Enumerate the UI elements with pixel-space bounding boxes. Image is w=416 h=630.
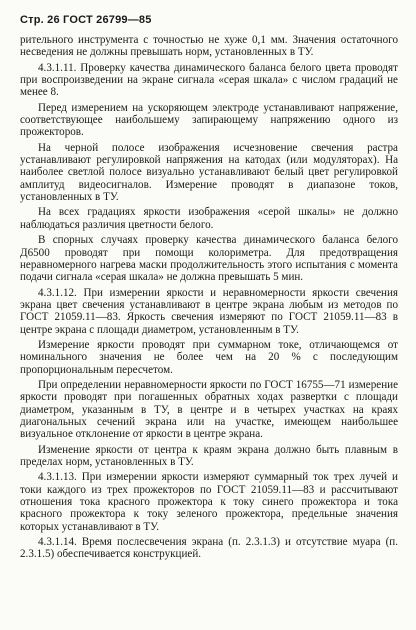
paragraph-8: При определении неравномерности яркости по ГОСТ 16755—71 измерение яркости проводят при погашенных обратных ходах развертки с площади диаметром, указанным в ТУ, в центре и в четырех участках на краях диагональных сечений экрана или на участке, имеющем наибольшее визуальное отклонение от яркости в центре экрана.: [20, 378, 398, 441]
paragraph-4-3-1-12: 4.3.1.12. При измерении яркости и неравномерности яркости свечения экрана цвет свечения устанавливают в центре экрана любым из методов по ГОСТ 21059.11—83. Яркость свечения измеряют по ГОСТ 21059.11—83 в центре экрана с площади диаметром, установленным в ТУ.: [20, 286, 398, 336]
paragraph-7: Измерение яркости проводят при суммарном токе, отличающемся от номинального значения не более чем на 20 % с последующим пропорциональным пересчетом.: [20, 338, 398, 376]
page-header: Стр. 26 ГОСТ 26799—85: [20, 14, 152, 26]
paragraph-4-3-1-13: 4.3.1.13. При измерении яркости измеряют суммарный ток трех лучей и токи каждого из трех прожекторов по ГОСТ 21059.11—83 и рассчитывают отношения тока красного прожектора к току синего прожектора и тока красного прожектора к току зеленого прожектора, предельные значения которых устанавливают в ТУ.: [20, 471, 398, 533]
paragraph-4-3-1-14: 4.3.1.14. Время послесвечения экрана (п. 2.3.1.3) и отсутствие муара (п. 2.3.1.5) обеспечивается конструкцией.: [20, 536, 398, 561]
paragraph-0: рительного инструмента с точностью не хуже 0,1 мм. Значения остаточного несведения не должны превышать норм, установленных в ТУ.: [20, 34, 398, 59]
paragraph-4: На всех градациях яркости изображения «серой шкалы» не должно наблюдаться различия цветности белого.: [20, 206, 398, 231]
paragraph-4-3-1-11: 4.3.1.11. Проверку качества динамического баланса белого цвета проводят при воспроизведении на экране сигнала «серая шкала» с числом градаций не менее 8.: [20, 61, 398, 99]
paragraph-2: Перед измерением на ускоряющем электроде устанавливают напряжение, соответствующее наибольшему запирающему напряжению одного из прожекторов.: [20, 101, 398, 139]
paragraph-9: Изменение яркости от центра к краям экрана должно быть плавным в пределах норм, установленных в ТУ.: [20, 443, 398, 468]
paragraph-3: На черной полосе изображения исчезновение свечения растра устанавливают регулировкой напряжения на катодах (или модуляторах). На наиболее светлой полосе визуально устанавливают белый цвет регулировкой амплитуд видеосигналов. Измерение проводят в диапазоне токов, установленных в ТУ.: [20, 141, 398, 204]
paragraph-5: В спорных случаях проверку качества динамического баланса белого Д6500 проводят при помощи колориметра. Для предотвращения неравномерного нагрева маски продолжительность этого испытания с момента подачи сигнала «серая шкала» не должна превышать 5 мин.: [20, 234, 398, 284]
